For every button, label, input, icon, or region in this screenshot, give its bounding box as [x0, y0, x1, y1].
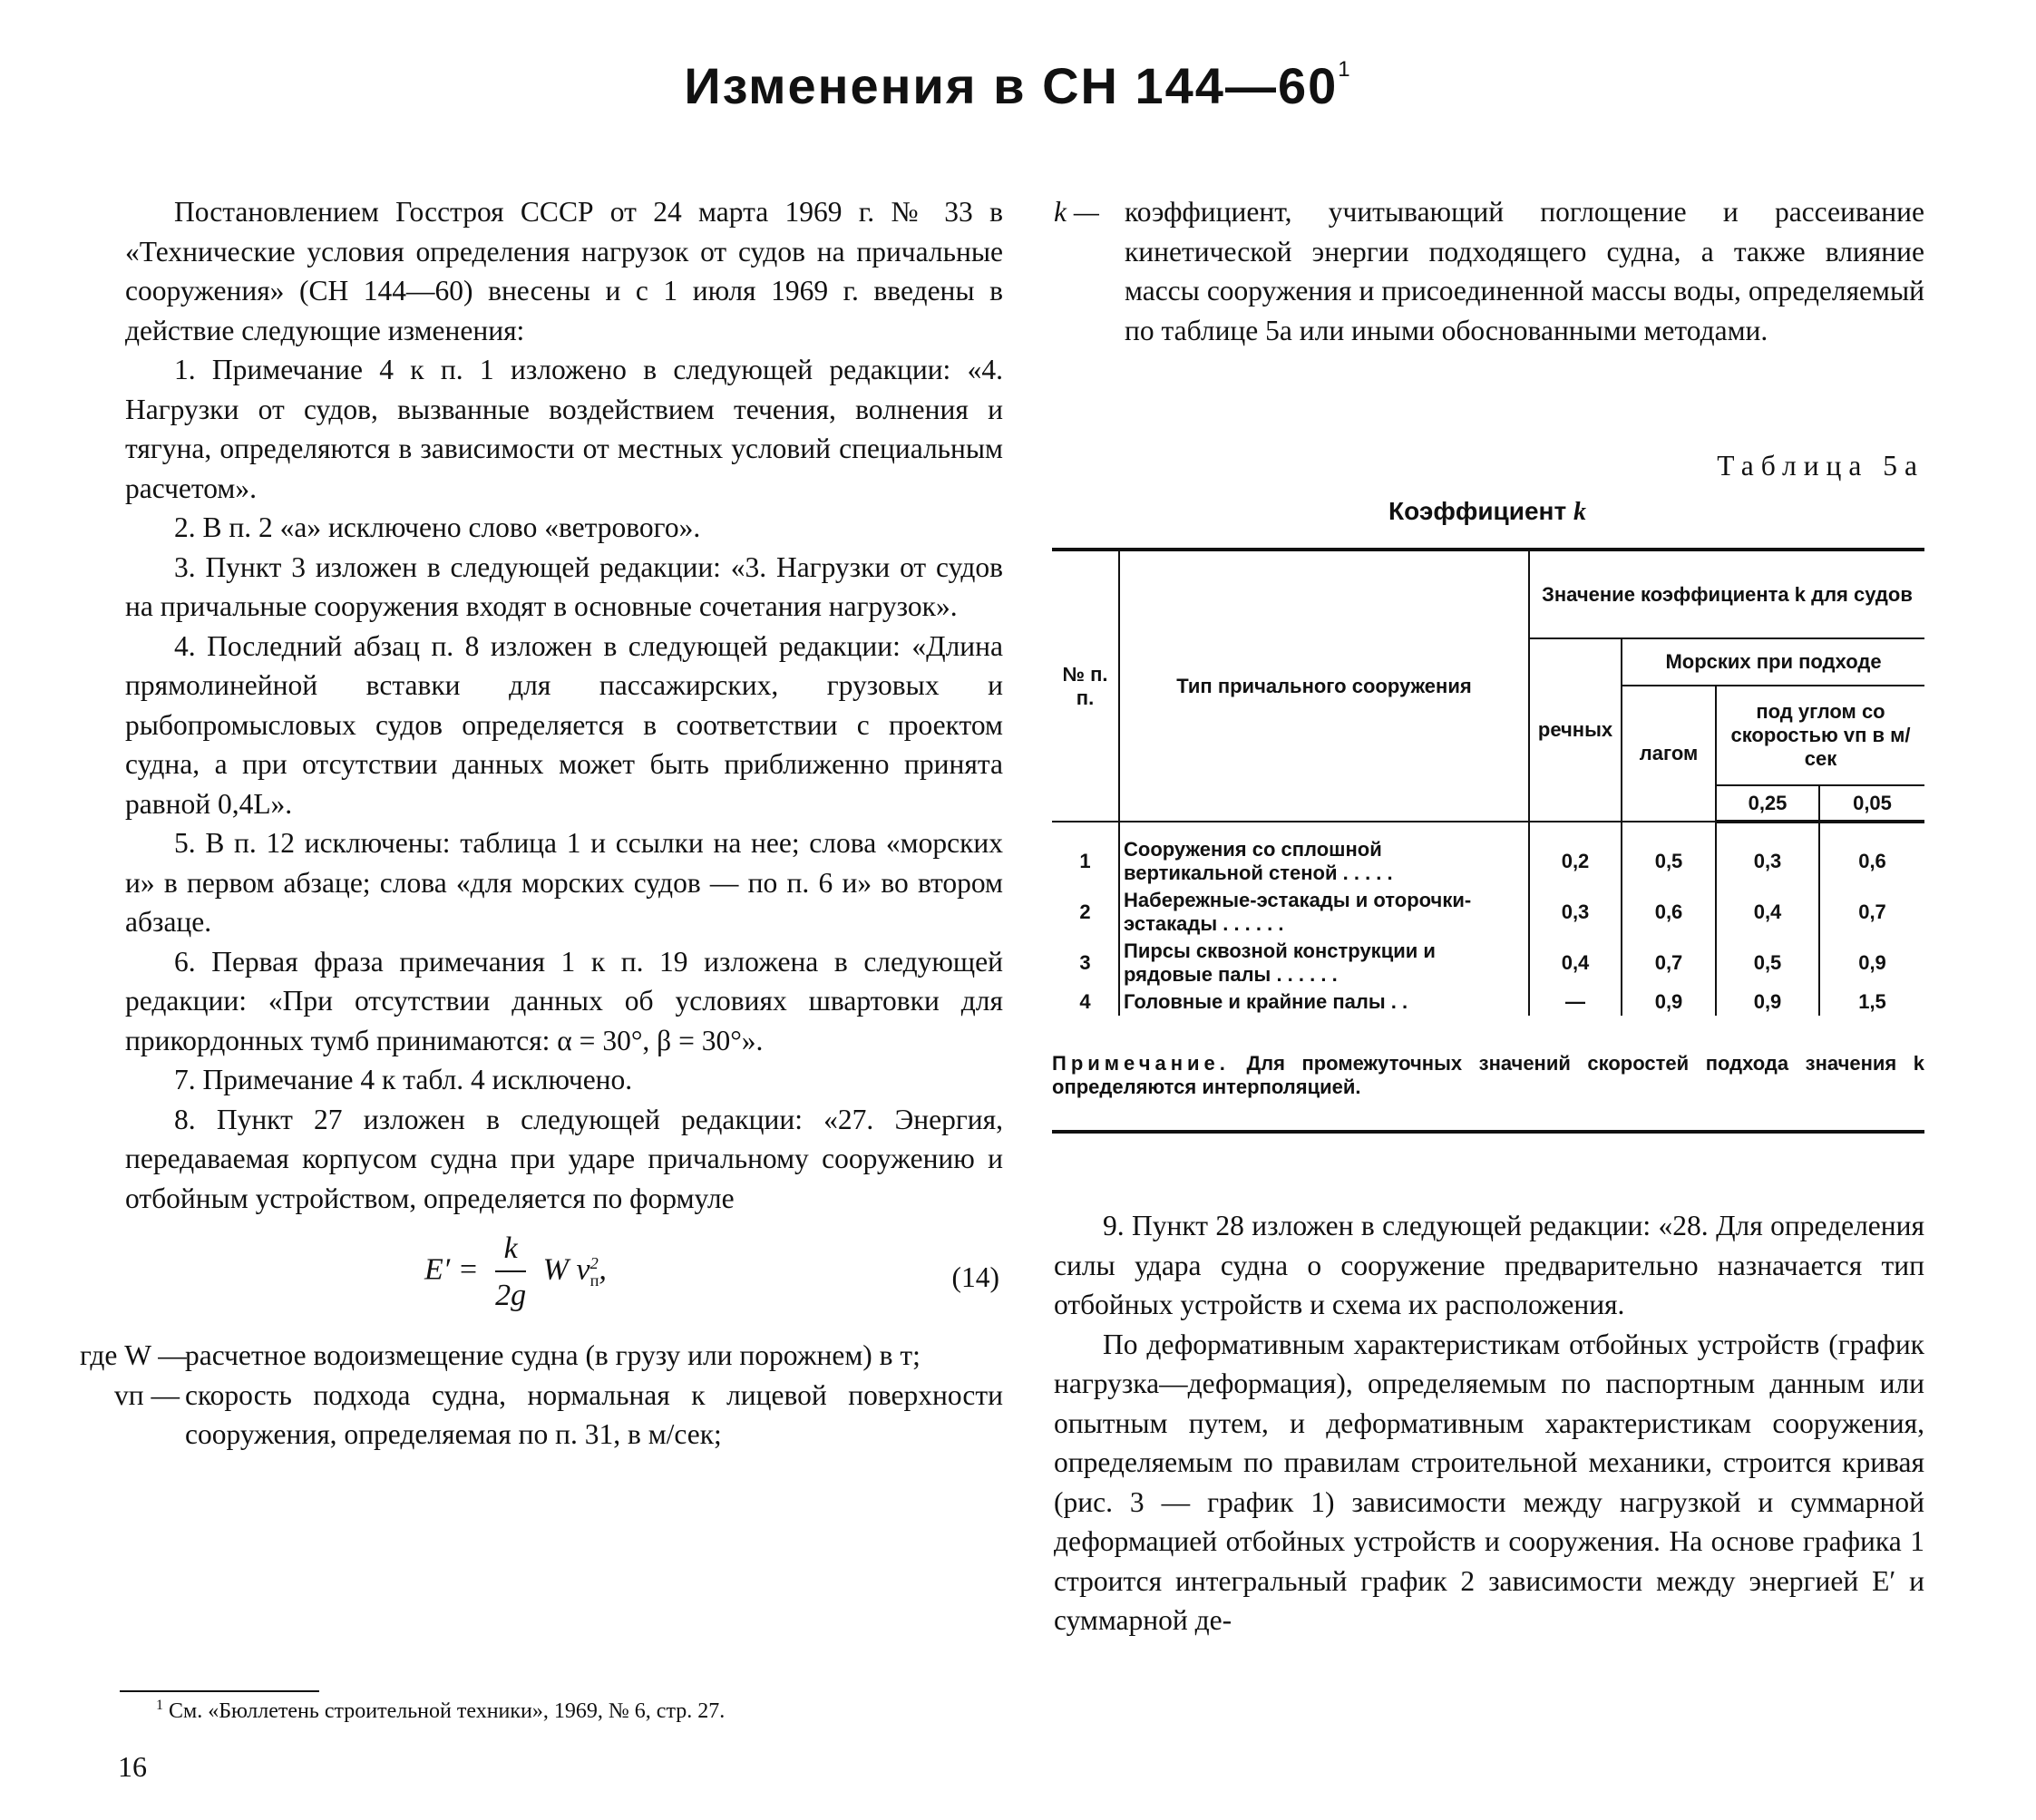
formula-numerator: k [495, 1229, 526, 1272]
table-row [1052, 887, 1924, 938]
row-river: 0,4 [1529, 938, 1622, 988]
item-4: 4. Последний абзац п. 8 изложен в следующей редакции: «Длина прямолинейной вставки для пассажирских, грузовых и рыбопромысловых судов определяется в соответствии с проектом судна, а при отсутствии данных может быть приближенно принята равной 0,4L». [125, 629, 1003, 820]
row-lag: 0,5 [1622, 836, 1716, 887]
item-9: 9. Пункт 28 изложен в следующей редакции: «28. Для определения силы удара судна о сооружение предварительно назначается тип отбойных устройств и схема их расположения. [1054, 1210, 1924, 1320]
formula-sub: п [589, 1270, 599, 1290]
row-v2: 0,7 [1819, 887, 1924, 938]
row-v1: 0,9 [1716, 988, 1819, 1016]
row-v2: 1,5 [1819, 988, 1924, 1016]
page-number: 16 [118, 1750, 147, 1783]
item-5: 5. В п. 12 исключены: таблица 1 и ссылки на нее; слова «морских и» в первом абзаце; слова «для морских судов — по п. 6 и» во втором абзаце. [125, 827, 1003, 938]
formula-rhs: W v [542, 1252, 590, 1287]
row-num: 1 [1079, 850, 1091, 872]
row-type: Набережные-эстакады и оторочки-эстакады . . . . . . [1119, 887, 1529, 938]
table-bottom-rule [1052, 1130, 1924, 1134]
item-8: 8. Пункт 27 изложен в следующей редакции: «27. Энергия, передаваемая корпусом судна при ударе причальному сооружению и отбойным устройством, определяется по формуле [125, 1103, 1003, 1214]
header-num: № п. п. [1052, 551, 1119, 822]
header-v1: 0,25 [1716, 785, 1819, 822]
item-6: 6. Первая фраза примечания 1 к п. 19 изложена в следующей редакции: «При отсутствии данных об условиях швартовки для прикордонных тумб принимаются: α = 30°, β = 30°». [125, 945, 1003, 1056]
header-river: речных [1529, 638, 1622, 822]
table-row [1052, 938, 1924, 988]
row-num: 2 [1079, 900, 1091, 923]
deformation-paragraph: По деформативным характеристикам отбойных устройств (график нагрузка—деформация), определяемым по паспортным данным или опытным путем, и деформативным характеристикам сооружения, определяемым по правилам строительной механики, строится кривая (рис. 3 — график 1) зависимости между нагрузкой и суммарной деформацией отбойных устройств и сооружения. На основе графика 1 строится интегральный график 2 зависимости между энергией E′ и суммарной де- [1054, 1328, 1924, 1636]
def-vp-term: vп — [114, 1378, 180, 1411]
item-2: 2. В п. 2 «а» исключено слово «ветрового». [174, 511, 701, 543]
row-lag: 0,6 [1622, 887, 1716, 938]
header-angle-group: под углом со скоростью vп в м/сек [1716, 686, 1924, 785]
formula-sup: 2 [589, 1254, 599, 1273]
row-type: Сооружения со сплошной вертикальной стеной . . . . . [1119, 836, 1529, 887]
page-title: Изменения в СН $144—60^1$ [684, 57, 1352, 114]
item-3: 3. Пункт 3 изложен в следующей редакции: «3. Нагрузки от судов на причальные сооружения входят в основные сочетания нагрузок». [125, 550, 1003, 622]
formula-tail: , [599, 1252, 607, 1287]
right-column-top [1054, 192, 1924, 350]
header-value-group: Значение коэффициента k для судов [1529, 551, 1924, 638]
table-row [1052, 836, 1924, 887]
row-river: — [1529, 988, 1622, 1016]
header-sea-group: Морских при подходе [1622, 638, 1924, 686]
row-river: 0,3 [1529, 887, 1622, 938]
formula-denominator: 2g [495, 1278, 527, 1312]
row-num: 4 [1079, 990, 1091, 1013]
row-num: 3 [1079, 951, 1091, 974]
footnote-rule [120, 1690, 319, 1692]
table-5a [1052, 551, 1924, 1016]
header-v2: 0,05 [1819, 785, 1924, 822]
footnote [156, 1698, 725, 1724]
row-v1: 0,5 [1716, 938, 1819, 988]
note-label: Примечание. [1052, 1052, 1230, 1075]
def-vp-desc: скорость подхода судна, нормальная к лицевой поверхности сооружения, определяемая по п. 31, в м/сек; [185, 1378, 1003, 1450]
def-vp [114, 1376, 1003, 1455]
item-7: 7. Примечание 4 к табл. 4 исключено. [174, 1064, 633, 1095]
header-type: Тип причального сооружения [1119, 551, 1529, 822]
row-v2: 0,6 [1819, 836, 1924, 887]
header-lag: лагом [1622, 686, 1716, 822]
intro-paragraph: Постановлением Госстроя СССР от 24 марта 1969 г. № 33 в «Технические условия определения нагрузок от судов на причальные сооружения» (СН 144—60) внесены и с 1 июля 1969 г. введены в действие следующие изменения: [125, 196, 1003, 346]
row-lag: 0,9 [1622, 988, 1716, 1016]
footnote-mark: 1 [156, 1698, 163, 1713]
right-column-bottom [1054, 1206, 1924, 1640]
row-v1: 0,3 [1716, 836, 1819, 887]
note-text: Для промежуточных значений скоростей подхода значения k определяются интерполяцией. [1052, 1052, 1924, 1098]
formula-fraction [495, 1229, 526, 1315]
left-column [80, 192, 1003, 1455]
formula-number: (14) [951, 1261, 999, 1293]
table-title: Коэффициент k [1388, 497, 1586, 526]
row-type: Пирсы сквозной конструкции и рядовые палы . . . . . . [1119, 938, 1529, 988]
row-v2: 0,9 [1819, 938, 1924, 988]
def-k-desc: коэффициент, учитывающий поглощение и рассеивание кинетической энергии подходящего судна, а также влияние массы сооружения и присоединенной массы воды, определяемый по таблице 5а или иными обоснованными методами. [1125, 196, 1924, 346]
formula-lhs: E′ = [424, 1252, 479, 1287]
row-river: 0,2 [1529, 836, 1622, 887]
def-w [80, 1336, 1003, 1376]
def-k-term: k — [1054, 196, 1099, 228]
row-type: Головные и крайние палы . . [1119, 988, 1529, 1016]
table-row [1052, 988, 1924, 1016]
coefficient-table [1052, 548, 1924, 1134]
def-k [1054, 192, 1924, 350]
table-label: Таблица 5а [1717, 450, 1924, 482]
energy-formula [125, 1221, 1003, 1330]
row-v1: 0,4 [1716, 887, 1819, 938]
table-note [1052, 1052, 1924, 1099]
item-1: 1. Примечание 4 к п. 1 изложено в следующей редакции: «4. Нагрузки от судов, вызванные воздействием течения, волнения и тягуна, определяются в зависимости от местных условий специальным расчетом». [125, 354, 1003, 504]
def-w-term: где W — [80, 1339, 187, 1371]
row-lag: 0,7 [1622, 938, 1716, 988]
def-w-desc: расчетное водоизмещение судна (в грузу или порожнем) в т; [185, 1339, 921, 1371]
footnote-text: См. «Бюллетень строительной техники», 1969, № 6, стр. 27. [169, 1699, 726, 1723]
title-footnote-mark: 1 [1338, 57, 1352, 82]
